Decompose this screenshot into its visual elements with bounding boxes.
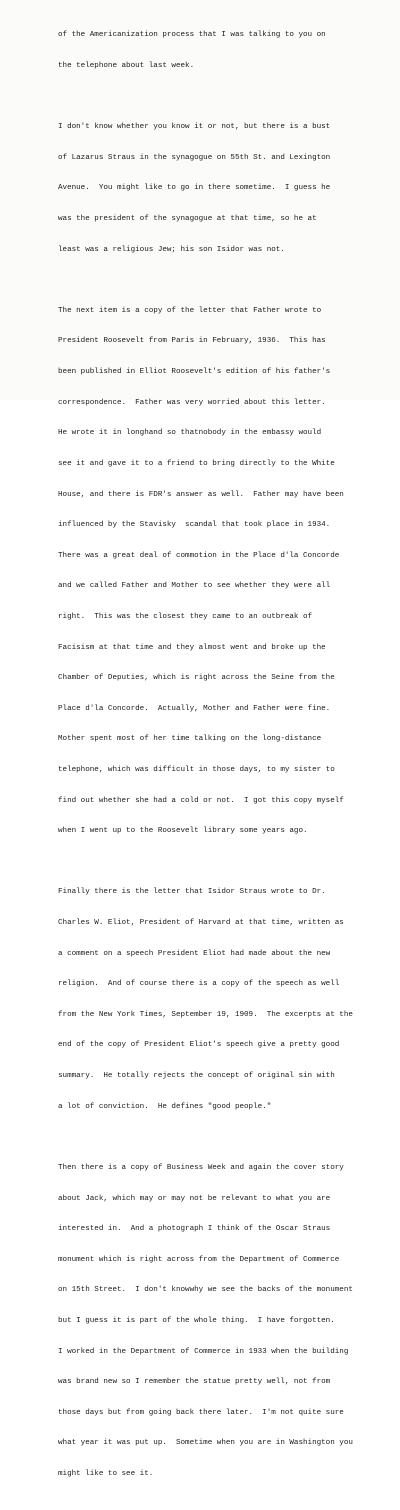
- text-line: religion. And of course there is a copy of the speech as well: [58, 980, 340, 989]
- paragraph-eliot-letter: [58, 867, 378, 1132]
- text-line: what year it was put up. Sometime when you are in Washington you: [58, 1439, 353, 1448]
- text-line: about Jack, which may or may not be relevant to what you are: [58, 1194, 331, 1203]
- text-line: Charles W. Eliot, President of Harvard at that time, written as: [58, 919, 344, 928]
- text-line: on 15th Street. I don't knowwhy we see the backs of the monument: [58, 1286, 353, 1295]
- text-line: was brand new so I remember the statue pretty well, not from: [58, 1378, 331, 1387]
- text-line: when I went up to the Roosevelt library some years ago.: [58, 827, 308, 836]
- text-line: The next item is a copy of the letter that Father wrote to: [58, 306, 322, 315]
- text-line: He wrote it in longhand so thatnobody in the embassy would: [58, 429, 322, 438]
- paragraph-business-week: [58, 1142, 378, 1499]
- text-line: influenced by the Stavisky scandal that took place in 1934.: [58, 521, 331, 530]
- text-line: correspondence. Father was very worried about this letter.: [58, 398, 326, 407]
- text-line: Facisism at that time and they almost went and broke up the: [58, 643, 326, 652]
- text-line: was the president of the synagogue at that time, so he at: [58, 215, 317, 224]
- text-line: Mother spent most of her time talking on the long-distance: [58, 735, 322, 744]
- text-line: a lot of conviction. He defines "good people.": [58, 1102, 272, 1111]
- text-line: but I guess it is part of the whole thing. I have forgotten.: [58, 1316, 335, 1325]
- text-line: might like to see it.: [58, 1469, 154, 1478]
- text-line: Finally there is the letter that Isidor Straus wrote to Dr.: [58, 888, 326, 897]
- text-line: those days but from going back there later. I'm not quite sure: [58, 1408, 344, 1417]
- text-line: There was a great deal of commotion in the Place d'la Concorde: [58, 551, 340, 560]
- text-line: see it and gave it to a friend to bring directly to the White: [58, 459, 335, 468]
- text-line: Place d'la Concorde. Actually, Mother and Father were fine.: [58, 704, 331, 713]
- text-line: monument which is right across from the Department of Commerce: [58, 1255, 340, 1264]
- text-line: the telephone about last week.: [58, 62, 195, 71]
- text-line: of the Americanization process that I was talking to you on: [58, 31, 326, 40]
- text-line: I worked in the Department of Commerce in 1933 when the building: [58, 1347, 349, 1356]
- text-line: of Lazarus Straus in the synagogue on 55th St. and Lexington: [58, 153, 331, 162]
- text-line: least was a religious Jew; his son Isidor was not.: [58, 245, 285, 254]
- text-line: from the New York Times, September 19, 1909. The excerpts at the: [58, 1010, 353, 1019]
- text-line: Then there is a copy of Business Week and again the cover story: [58, 1163, 344, 1172]
- text-line: I don't know whether you know it or not, but there is a bust: [58, 123, 331, 132]
- text-line: Avenue. You might like to go in there sometime. I guess he: [58, 184, 331, 193]
- text-line: find out whether she had a cold or not. I got this copy myself: [58, 796, 344, 805]
- paragraph-americanization: [58, 10, 378, 92]
- letter-body: [58, 10, 378, 1510]
- text-line: telephone, which was difficult in those days, to my sister to: [58, 766, 335, 774]
- text-line: House, and there is FDR's answer as well. Father may have been: [58, 490, 344, 499]
- text-line: been published in Elliot Roosevelt's edition of his father's: [58, 368, 331, 377]
- text-line: Chamber of Deputies, which is right across the Seine from the: [58, 674, 335, 683]
- paragraph-roosevelt-letter: [58, 285, 378, 856]
- text-line: summary. He totally rejects the concept of original sin with: [58, 1072, 335, 1081]
- text-line: interested in. And a photograph I think of the Oscar Straus: [58, 1225, 331, 1234]
- text-line: right. This was the closest they came to an outbreak of: [58, 612, 313, 621]
- text-line: end of the copy of President Eliot's speech give a pretty good: [58, 1041, 340, 1050]
- text-line: President Roosevelt from Paris in February, 1936. This has: [58, 337, 326, 346]
- paragraph-lazarus-straus: [58, 102, 378, 275]
- text-line: and we called Father and Mother to see whether they were all: [58, 582, 331, 591]
- text-line: a comment on a speech President Eliot had made about the new: [58, 949, 331, 958]
